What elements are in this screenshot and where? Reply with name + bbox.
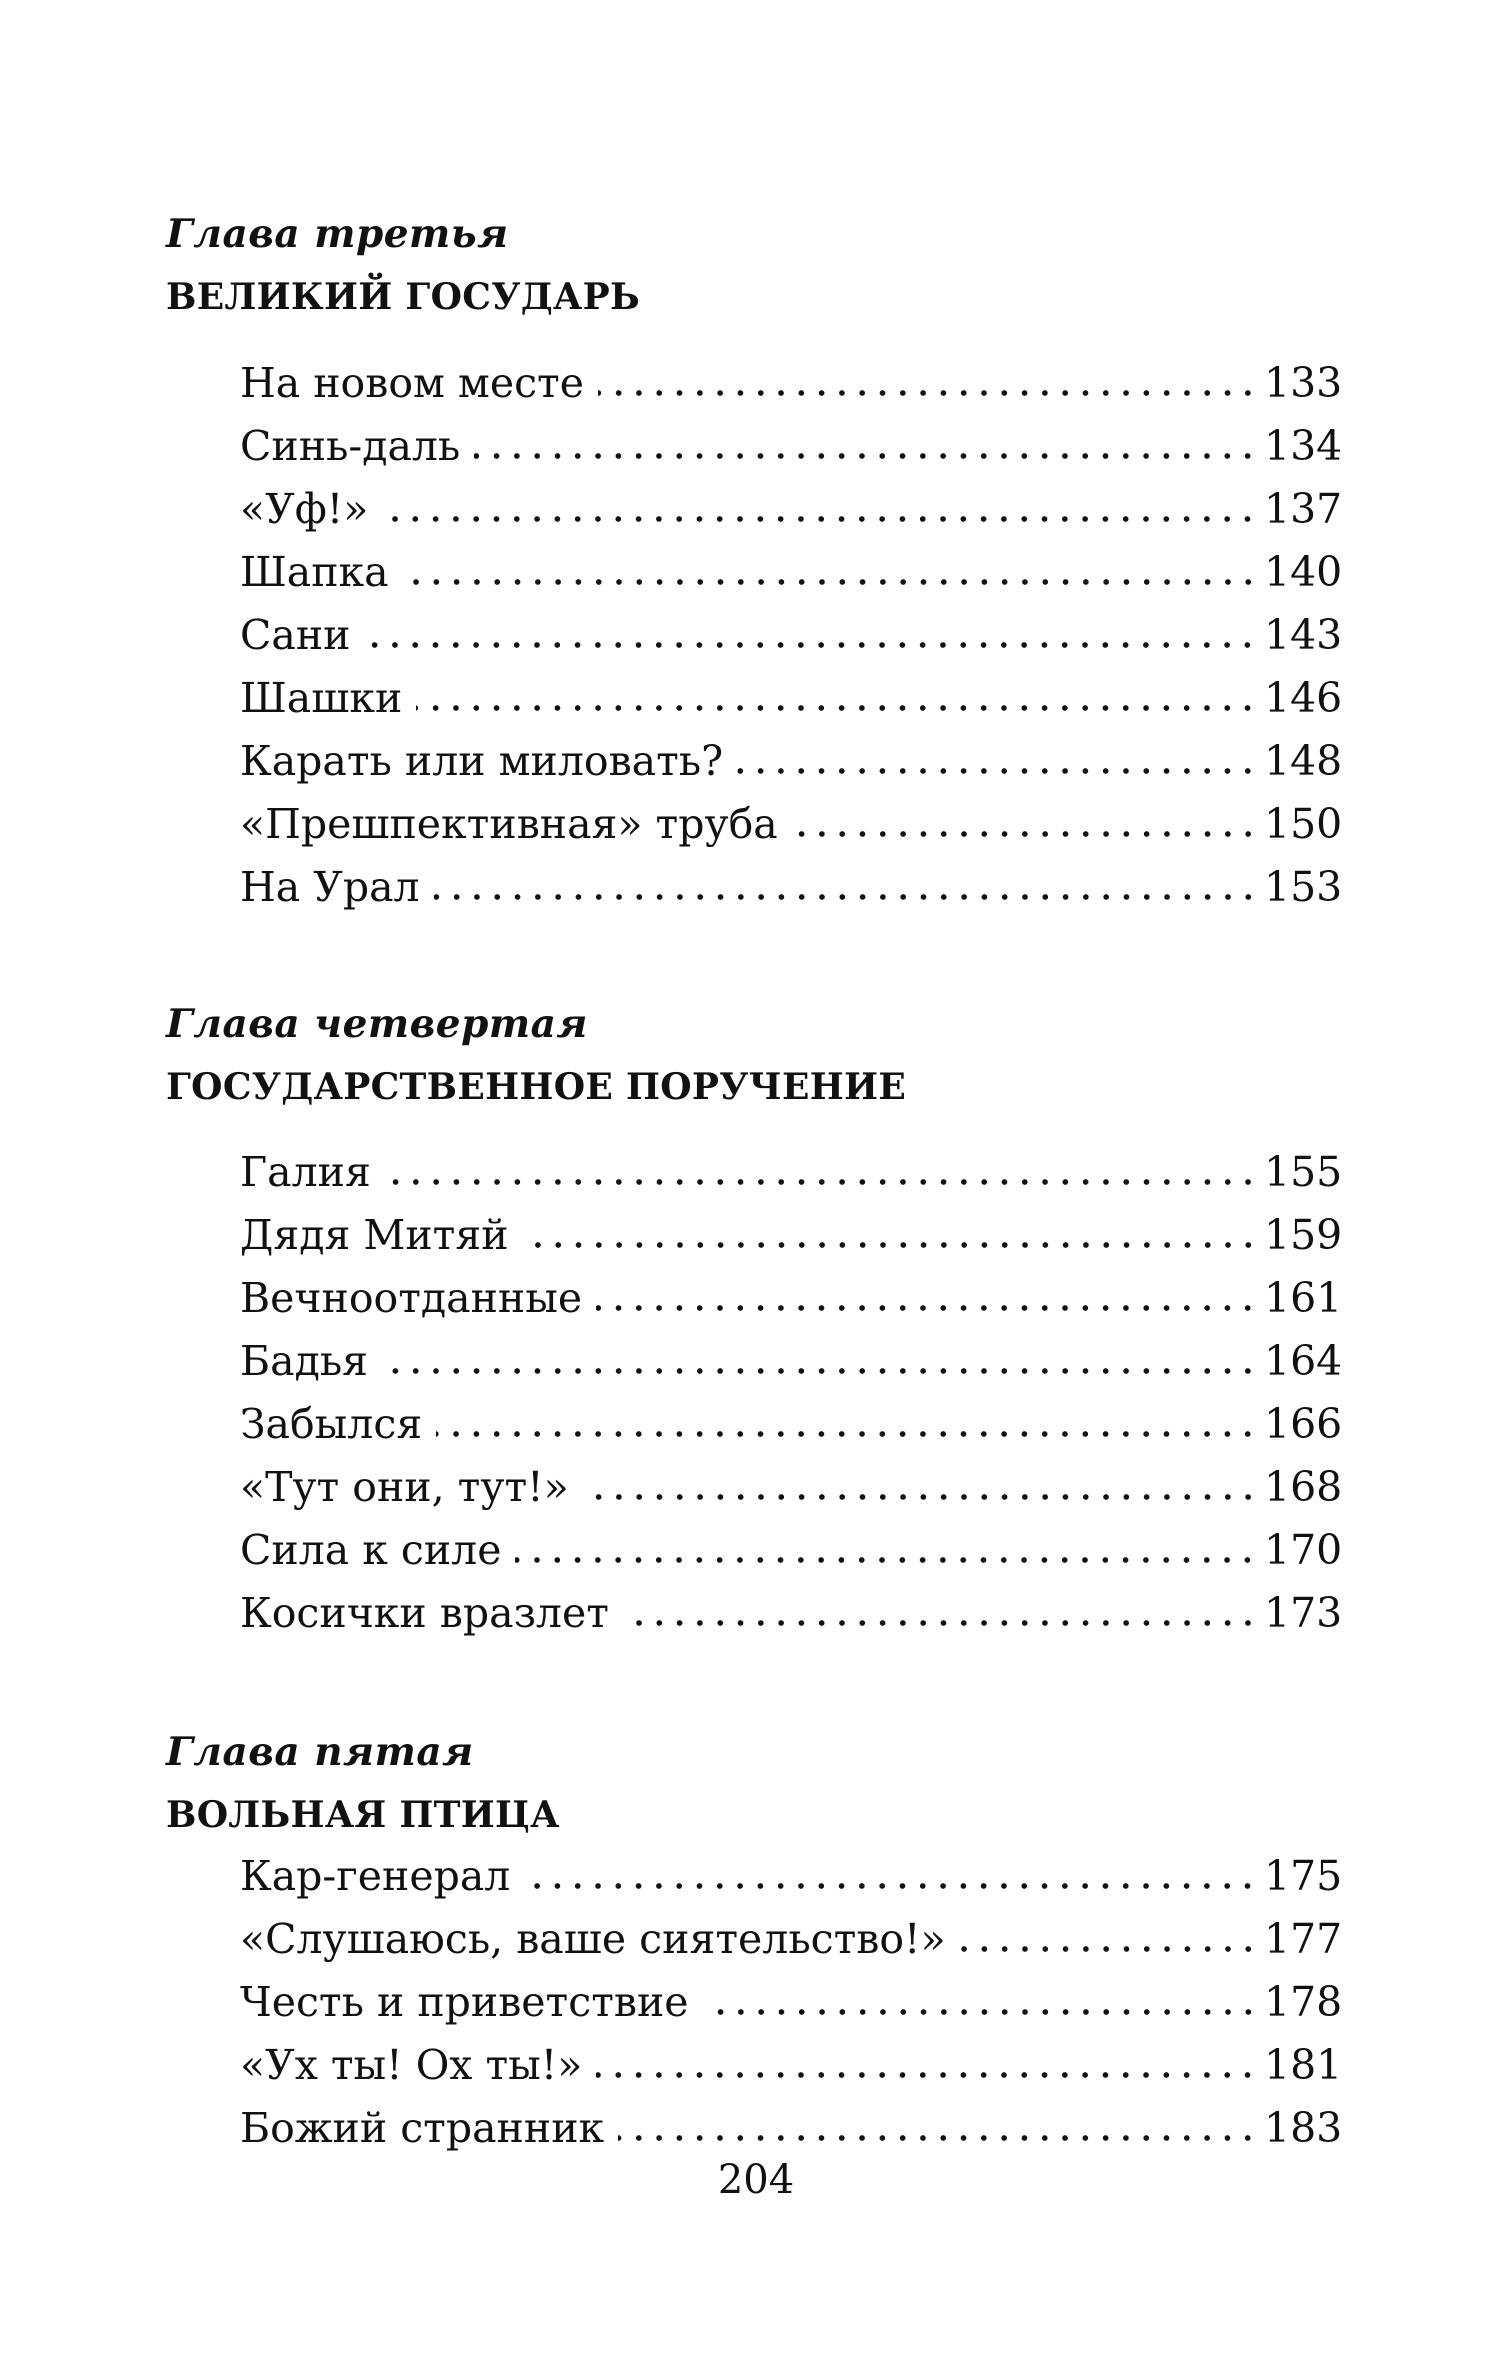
chapter-heading-3 — [166, 212, 1366, 319]
dot-leader — [596, 1305, 1258, 1311]
toc-entry[interactable] — [240, 2034, 1350, 2097]
chapter-label: Глава четвертая — [166, 1001, 588, 1047]
toc-entry-page: 164 — [1264, 1337, 1343, 1385]
toc-entry-title: Шапка — [240, 548, 389, 596]
toc-entry[interactable] — [240, 1393, 1350, 1456]
toc-entry-title: Забылся — [240, 1400, 423, 1448]
chapter-heading-4 — [166, 1002, 1366, 1109]
dot-leader — [434, 894, 1258, 900]
toc-entry[interactable] — [240, 1908, 1350, 1971]
dot-leader — [583, 1494, 1258, 1500]
toc-entry-page: 146 — [1264, 674, 1343, 722]
chapter-label: Глава пятая — [166, 1729, 474, 1775]
toc-entry-title: Кар-генерал — [240, 1852, 511, 1900]
chapter-5-entries — [240, 1845, 1350, 2160]
toc-entry-title: Сани — [240, 611, 351, 659]
toc-entry[interactable] — [240, 1519, 1350, 1582]
toc-entry[interactable] — [240, 2097, 1350, 2160]
toc-entry-page: 175 — [1264, 1852, 1343, 1900]
toc-entry-title: На новом месте — [240, 359, 584, 407]
chapter-title: ГОСУДАРСТВЕННОЕ ПОРУЧЕНИЕ — [166, 1066, 907, 1108]
toc-entry-page: 143 — [1264, 611, 1343, 659]
toc-entry-page: 177 — [1264, 1915, 1343, 1963]
dot-leader — [703, 2009, 1258, 2015]
toc-entry-title: Сила к силе — [240, 1526, 502, 1574]
toc-entry[interactable] — [240, 1330, 1350, 1393]
dot-leader — [474, 453, 1258, 459]
toc-entry-title: Шашки — [240, 674, 403, 722]
toc-entry-title: «Прешпективная» труба — [240, 800, 778, 848]
toc-entry[interactable] — [240, 793, 1350, 856]
chapter-title: ВОЛЬНАЯ ПТИЦА — [166, 1794, 560, 1836]
dot-leader — [385, 1179, 1258, 1185]
toc-entry-page: 178 — [1264, 1978, 1343, 2026]
toc-entry-title: Дядя Митяй — [240, 1211, 509, 1259]
toc-entry-title: Бадья — [240, 1337, 369, 1385]
chapter-3-entries — [240, 352, 1350, 919]
toc-entry-page: 181 — [1264, 2041, 1343, 2089]
toc-entry-page: 153 — [1264, 863, 1343, 911]
toc-entry[interactable] — [240, 415, 1350, 478]
toc-entry-title: Синь-даль — [240, 422, 461, 470]
toc-entry-title: Честь и приветствие — [240, 1978, 689, 2026]
toc-entry-title: На Урал — [240, 863, 420, 911]
dot-leader — [960, 1946, 1258, 1952]
dot-leader — [364, 642, 1258, 648]
dot-leader — [382, 1368, 1258, 1374]
dot-leader — [598, 390, 1258, 396]
chapter-4-entries — [240, 1141, 1350, 1645]
toc-entry[interactable] — [240, 730, 1350, 793]
toc-entry-page: 155 — [1264, 1148, 1343, 1196]
page-number: 204 — [717, 2157, 795, 2203]
toc-entry-page: 134 — [1264, 422, 1343, 470]
toc-entry[interactable] — [240, 478, 1350, 541]
toc-entry-page: 133 — [1264, 359, 1343, 407]
toc-entry-page: 140 — [1264, 548, 1343, 596]
toc-entry-page: 166 — [1264, 1400, 1343, 1448]
dot-leader — [523, 1242, 1258, 1248]
chapter-label: Глава третья — [166, 211, 509, 257]
dot-leader — [618, 2135, 1258, 2141]
toc-entry[interactable] — [240, 667, 1350, 730]
chapter-title: ВЕЛИКИЙ ГОСУДАРЬ — [166, 276, 641, 318]
toc-entry-title: «Ух ты! Ох ты!» — [240, 2041, 583, 2089]
toc-entry[interactable] — [240, 856, 1350, 919]
toc-entry[interactable] — [240, 1845, 1350, 1908]
dot-leader — [515, 1557, 1258, 1563]
dot-leader — [524, 1883, 1258, 1889]
toc-entry[interactable] — [240, 1141, 1350, 1204]
toc-entry-page: 173 — [1264, 1589, 1343, 1637]
dot-leader — [596, 2072, 1258, 2078]
toc-entry-title: «Уф!» — [240, 485, 369, 533]
dot-leader — [737, 768, 1258, 774]
toc-entry-page: 159 — [1264, 1211, 1343, 1259]
dot-leader — [403, 579, 1258, 585]
toc-entry[interactable] — [240, 604, 1350, 667]
toc-entry-title: Вечноотданные — [240, 1274, 583, 1322]
toc-entry[interactable] — [240, 1456, 1350, 1519]
toc-entry-page: 170 — [1264, 1526, 1343, 1574]
toc-entry[interactable] — [240, 1971, 1350, 2034]
toc-entry-title: Галия — [240, 1148, 371, 1196]
dot-leader — [382, 516, 1258, 522]
toc-entry-page: 137 — [1264, 485, 1343, 533]
toc-entry-title: Карать или миловать? — [240, 737, 724, 785]
dot-leader — [436, 1431, 1258, 1437]
toc-entry-title: «Тут они, тут!» — [240, 1463, 569, 1511]
dot-leader — [623, 1620, 1258, 1626]
toc-entry-title: Божий странник — [240, 2104, 605, 2152]
toc-entry-page: 183 — [1264, 2104, 1343, 2152]
toc-entry[interactable] — [240, 352, 1350, 415]
toc-entry-page: 168 — [1264, 1463, 1343, 1511]
dot-leader — [416, 705, 1258, 711]
toc-entry[interactable] — [240, 1582, 1350, 1645]
dot-leader — [792, 831, 1258, 837]
toc-entry-page: 161 — [1264, 1274, 1343, 1322]
toc-entry[interactable] — [240, 1267, 1350, 1330]
toc-entry[interactable] — [240, 541, 1350, 604]
toc-entry[interactable] — [240, 1204, 1350, 1267]
toc-entry-page: 148 — [1264, 737, 1343, 785]
toc-entry-title: «Слушаюсь, ваше сиятельство!» — [240, 1915, 946, 1963]
toc-entry-page: 150 — [1264, 800, 1343, 848]
chapter-heading-5 — [166, 1730, 1366, 1837]
toc-entry-title: Косички вразлет — [240, 1589, 609, 1637]
